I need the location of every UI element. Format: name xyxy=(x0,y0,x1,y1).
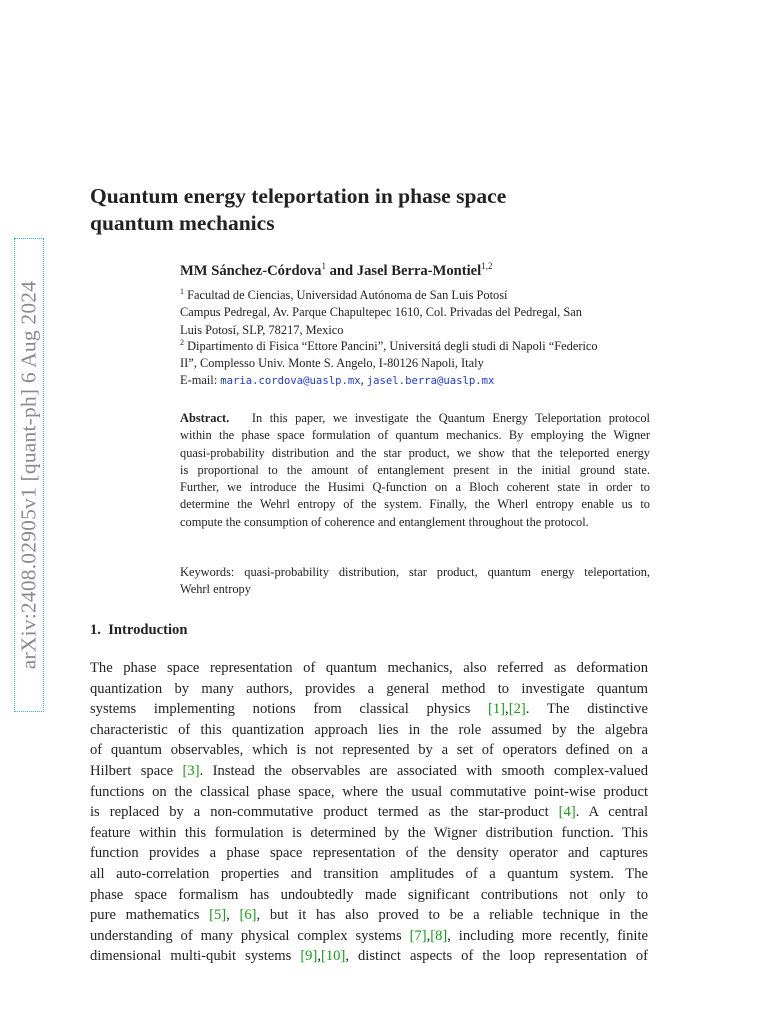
citation-link[interactable]: [3] xyxy=(182,762,200,779)
author-name: Jasel Berra-Montiel xyxy=(356,262,482,279)
affiliation-mark: 2 xyxy=(180,338,184,347)
abstract-line: quasi-probability distribution and the star product, we show that the teleported energy xyxy=(180,445,650,460)
keywords xyxy=(180,564,650,599)
title-line: quantum mechanics xyxy=(90,211,275,235)
abstract-line: is proportional to the amount of entanglement present in the initial ground state. xyxy=(180,462,650,477)
paper-title xyxy=(90,183,650,237)
introduction-body xyxy=(90,658,648,967)
keywords-line: Keywords: quasi-probability distribution, star product, quantum energy teleportation, xyxy=(180,565,650,579)
arxiv-stamp-text: arXiv:2408.02905v1 [quant-ph] 6 Aug 2024 xyxy=(16,280,41,670)
email-line xyxy=(180,373,494,388)
email-separator: , xyxy=(360,373,367,387)
citation-link[interactable]: [8] xyxy=(430,927,448,944)
abstract-line: In this paper, we investigate the Quantum Energy Teleportation protocol xyxy=(251,411,650,425)
body-line: understanding of many physical complex systems [7],[8], including more recently, finite xyxy=(90,927,648,944)
affiliation-line: Facultad de Ciencias, Universidad Autónoma de San Luis Potosí xyxy=(187,288,508,303)
author-list xyxy=(180,261,492,280)
body-line: dimensional multi-qubit systems [9],[10], distinct aspects of the loop representation of xyxy=(90,948,648,965)
citation-link[interactable]: [7] xyxy=(409,927,427,944)
affiliation-2 xyxy=(180,334,650,373)
body-line: Hilbert space [3]. Instead the observables are associated with smooth complex-valued xyxy=(90,762,648,779)
body-line: pure mathematics [5], [6], but it has also proved to be a reliable technique in the xyxy=(90,907,648,924)
section-number: 1. xyxy=(90,622,101,638)
body-line: is replaced by a non-commutative product termed as the star-product [4]. A central xyxy=(90,804,648,821)
abstract-heading: Abstract. xyxy=(180,411,230,425)
section-title: Introduction xyxy=(108,622,188,638)
body-line: phase space formalism has undoubtedly made significant contributions not only to xyxy=(90,886,648,903)
body-line: of quantum observables, which is not represented by a set of operators defined on a xyxy=(90,742,648,759)
author-name: MM Sánchez-Córdova xyxy=(180,262,322,279)
citation-link[interactable]: [6] xyxy=(239,907,257,924)
email-label: E-mail: xyxy=(180,373,221,387)
abstract-line: compute the consumption of coherence and entanglement throughout the protocol. xyxy=(180,514,589,529)
citation-link[interactable]: [9] xyxy=(300,948,318,965)
keywords-line: Wehrl entropy xyxy=(180,582,251,597)
affiliation-line: Dipartimento di Fisica “Ettore Pancini”, Universitá degli studi di Napoli “Federico xyxy=(187,339,598,354)
citation-link[interactable]: [2] xyxy=(508,701,526,718)
body-line: The phase space representation of quantum mechanics, also referred as deformation xyxy=(90,660,648,676)
email-link-2[interactable]: jasel.berra@uaslp.mx xyxy=(366,375,495,387)
abstract-line: determine the Wehrl entropy of the system. Finally, the Wherl entropy enable us to xyxy=(180,497,650,512)
body-line: quantization by many authors, provides a general method to investigate quantum xyxy=(90,680,648,697)
affiliation-1 xyxy=(180,283,650,339)
title-line: Quantum energy teleportation in phase space xyxy=(90,184,507,208)
abstract-line: Further, we introduce the Husimi Q-function on a Bloch coherent state in order to xyxy=(180,480,650,495)
body-line: functions on the classical phase space, where the usual commutative point-wise product xyxy=(90,783,648,800)
abstract xyxy=(180,410,650,531)
author-affiliation-mark: 1,2 xyxy=(481,261,493,271)
email-link-1[interactable]: maria.cordova@uaslp.mx xyxy=(220,375,361,387)
affiliation-line: Campus Pedregal, Av. Parque Chapultepec 1610, Col. Privadas del Pedregal, San xyxy=(180,305,582,320)
abstract-line: within the phase space formulation of quantum mechanics. By employing the Wigner xyxy=(180,428,650,443)
citation-link[interactable]: [10] xyxy=(321,948,346,965)
citation-link[interactable]: [4] xyxy=(558,804,576,821)
citation-link[interactable]: [1] xyxy=(488,701,506,718)
body-line: feature within this formulation is determined by the Wigner distribution function. This xyxy=(90,824,648,841)
arxiv-stamp[interactable] xyxy=(14,238,44,712)
affiliation-line: II”, Complesso Univ. Monte S. Angelo, I-80126 Napoli, Italy xyxy=(180,356,484,371)
affiliation-line: Luis Potosí, SLP, 78217, Mexico xyxy=(180,322,344,337)
author-affiliation-mark: 1 xyxy=(321,261,326,271)
affiliation-mark: 1 xyxy=(180,287,184,296)
body-line: all auto-correlation properties and transition amplitudes of a quantum system. The xyxy=(90,865,648,882)
body-line: systems implementing notions from classical physics [1],[2]. The distinctive xyxy=(90,701,648,718)
section-heading xyxy=(90,622,187,639)
citation-link[interactable]: [5] xyxy=(209,907,227,924)
body-line: characteristic of this quantization approach lies in the role assumed by the algebra xyxy=(90,721,648,738)
author-conjunction: and xyxy=(325,262,357,279)
body-line: function provides a phase space representation of the density operator and captures xyxy=(90,845,648,862)
